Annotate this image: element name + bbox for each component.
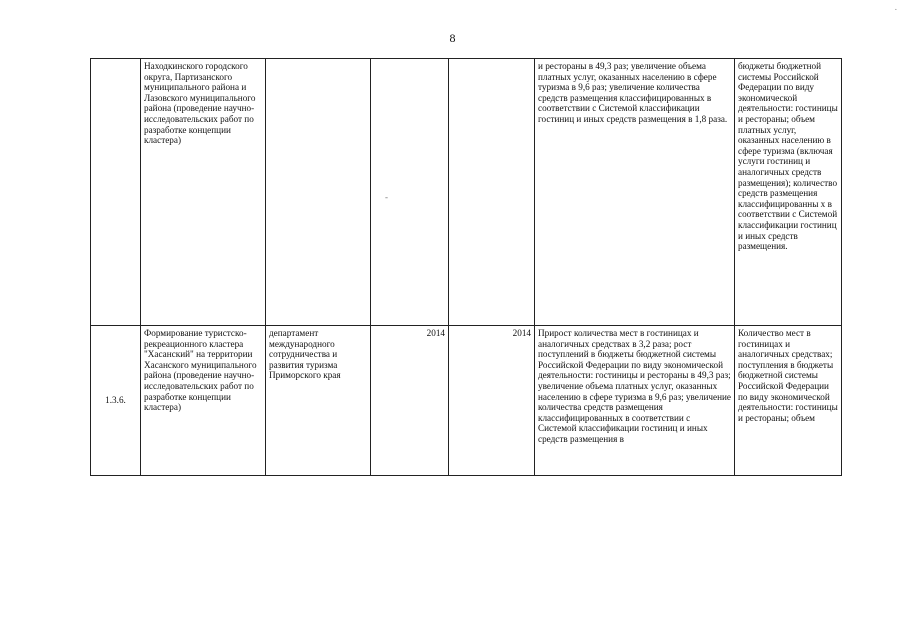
- end-year-cell: [449, 59, 535, 326]
- program-table: [90, 58, 842, 476]
- stray-mark: -: [385, 192, 388, 202]
- page-number: 8: [449, 31, 456, 45]
- start-year-cell: 2014: [371, 326, 449, 476]
- expected-result-cell: Прирост количества мест в гостиницах и аналогичных средствах в 3,2 раза; рост поступлений в бюджеты бюджетной системы Российской Федерации по виду экономической деятельности: гостиницы и рестораны в 49,3 раз; увеличение объема платных услуг, оказанных населению в сфере туризма в 9,6 раз; увеличение количества средств размещения классифицированных в соответствии с Системой классификации гостиниц и иных средств размещения в: [535, 326, 735, 476]
- end-year-cell: 2014: [449, 326, 535, 476]
- indicator-cell: Количество мест в гостиницах и аналогичных средствах; поступления в бюджеты бюджетной системы Российской Федерации по виду экономической деятельности: гостиницы и рестораны; объем: [735, 326, 842, 476]
- start-year-cell: [371, 59, 449, 326]
- table-row: [91, 59, 842, 326]
- expected-result-cell: и рестораны в 49,3 раз; увеличение объема платных услуг, оказанных населению в сфере туризма в 9,6 раз; увеличение количества средств размещения классифицированных в соответствии с Системой классификации гостиниц и иных средств размещения в 1,8 раза.: [535, 59, 735, 326]
- table-row: [91, 326, 842, 476]
- indicator-cell: бюджеты бюджетной системы Российской Федерации по виду экономической деятельности: гостиницы и рестораны; объем платных услуг, оказанных населению в сфере туризма (включая услуги гостиниц и аналогичных средств размещения); количество средств размещения классифицированны х в соответствии с Системой классификации гостиниц и иных средств размещения.: [735, 59, 842, 326]
- row-number-cell: [91, 59, 141, 326]
- corner-mark: .: [894, 2, 897, 12]
- activity-name-cell: Формирование туристско-рекреационного кластера "Хасанский" на территории Хасанского муниципального района (проведение научно-исследовательских работ по разработке концепции кластера): [141, 326, 266, 476]
- row-number-cell: 1.3.6.: [91, 326, 141, 476]
- executor-cell: департамент международного сотрудничества и развития туризма Приморского края: [266, 326, 371, 476]
- activity-name-cell: Находкинского городского округа, Партизанского муниципального района и Лазовского муниципального района (проведение научно-исследовательских работ по разработке концепции кластера): [141, 59, 266, 326]
- executor-cell: [266, 59, 371, 326]
